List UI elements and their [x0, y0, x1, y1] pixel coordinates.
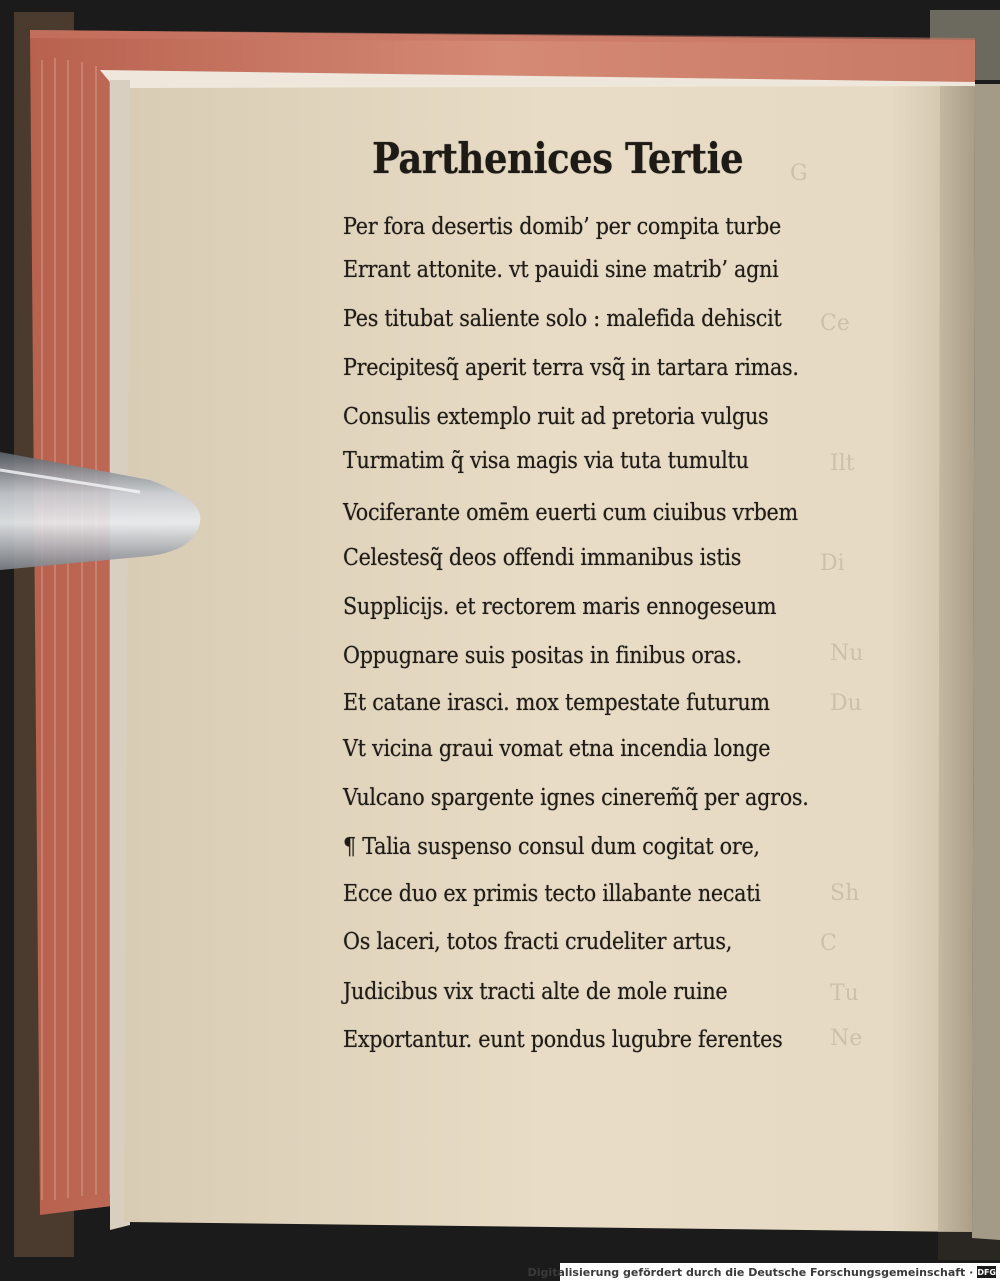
text-line: Oppugnare suis positas in finibus oras. — [343, 643, 742, 669]
running-header: Parthenices Tertie — [372, 134, 744, 183]
svg-text:Ce: Ce — [820, 311, 850, 336]
text-line: Vt vicina graui vomat etna incendia longe — [343, 736, 771, 762]
credit-text: Digitalisierung gefördert durch die Deutsche Forschungsgemeinschaft · — [527, 1265, 974, 1279]
text-line: Exportantur. eunt pondus lugubre ferentes — [343, 1027, 783, 1053]
text-line: Precipitesq̃ aperit terra vsq̃ in tartara rimas. — [343, 355, 799, 381]
text-line: Os laceri, totos fracti crudeliter artus, — [343, 929, 733, 955]
svg-text:C: C — [820, 931, 837, 956]
svg-text:Tu: Tu — [830, 981, 859, 1006]
text-line: Et catane irasci. mox tempestate futurum — [343, 690, 770, 716]
text-line: Per fora desertis domib’ per compita turbe — [343, 214, 781, 240]
digitization-credit-bar — [527, 1263, 1000, 1281]
svg-text:Di: Di — [820, 551, 845, 576]
text-line: Ecce duo ex primis tecto illabante necati — [343, 881, 761, 907]
text-line: Judicibus vix tracti alte de mole ruine — [343, 979, 728, 1005]
svg-text:Nu: Nu — [830, 641, 864, 666]
svg-text:Ilt: Ilt — [830, 451, 855, 476]
text-line: Turmatim q̃ visa magis via tuta tumultu — [343, 448, 749, 474]
svg-text:Ne: Ne — [830, 1026, 863, 1051]
text-line: ¶ Talia suspenso consul dum cogitat ore, — [343, 834, 760, 860]
svg-text:Sh: Sh — [830, 881, 860, 906]
text-line: Pes titubat saliente solo : malefida dehiscit — [343, 306, 782, 332]
svg-text:Du: Du — [830, 691, 862, 716]
dfg-logo: DFG — [977, 1267, 996, 1277]
text-line: Supplicijs. et rectorem maris ennogeseum — [343, 594, 777, 620]
text-line: Vulcano spargente ignes cinerem̃q̃ per agros. — [343, 785, 809, 811]
text-line: Consulis extemplo ruit ad pretoria vulgus — [343, 404, 769, 430]
text-line: Errant attonite. vt pauidi sine matrib’ agni — [343, 257, 779, 283]
svg-text:G: G — [790, 161, 808, 186]
text-line: Vociferante omēm euerti cum ciuibus vrbem — [343, 500, 798, 526]
text-line: Celestesq̃ deos offendi immanibus istis — [343, 545, 742, 571]
